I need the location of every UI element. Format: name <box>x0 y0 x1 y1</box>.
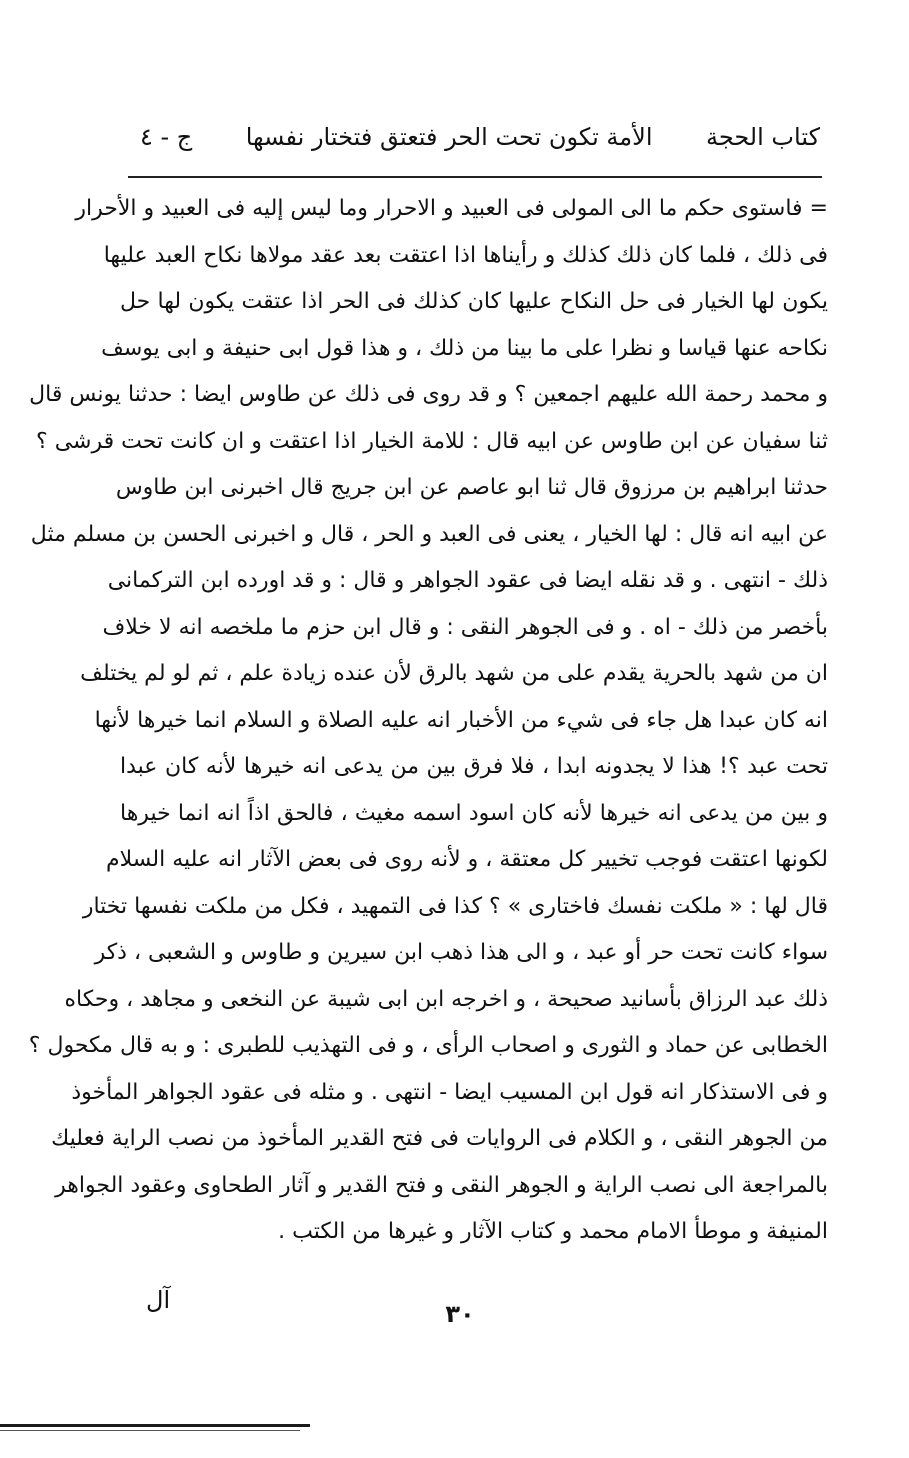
text-line: بالمراجعة الى نصب الراية و الجوهر النقى و فتح القدير و آثار الطحاوى وعقود الجواهر <box>55 1172 828 1198</box>
scan-edge-line-thin <box>0 1430 300 1431</box>
catchword: آل <box>146 1286 171 1314</box>
header-rule <box>128 176 822 178</box>
text-line: من الجوهر النقى ، و الكلام فى الروايات فى فتح القدير المأخوذ من نصب الراية فعليك <box>51 1126 828 1151</box>
text-line: تحت عبد ؟! هذا لا يجدونه ابدا ، فلا فرق بين من يدعى انه خيرها لأنه كان عبدا <box>120 754 828 779</box>
text-line: حدثنا ابراهيم بن مرزوق قال ثنا ابو عاصم عن ابن جريج قال اخبرنى ابن طاوس <box>115 475 828 500</box>
text-line: عن ابيه انه قال : لها الخيار ، يعنى فى العبد و الحر ، قال و اخبرنى الحسن بن مسلم مثل <box>30 521 828 547</box>
running-title: الأمة تكون تحت الحر فتعتق فتختار نفسها <box>245 123 653 151</box>
text-line: سواء كانت تحت حر أو عبد ، و الى هذا ذهب ابن سيرين و طاوس و الشعبى ، ذكر <box>94 940 828 965</box>
body-text <box>28 186 828 1256</box>
text-line: و بين من يدعى انه خيرها لأنه كان اسود اسمه مغيث ، فالحق اذاً انه انما خيرها <box>120 800 828 826</box>
text-line: و فى الاستذكار انه قول ابن المسيب ايضا - انتهى . و مثله فى عقود الجواهر المأخوذ <box>71 1079 828 1105</box>
text-line: ذلك عبد الرزاق بأسانيد صحيحة ، و اخرجه ابن ابى شيبة عن النخعى و مجاهد ، وحكاه <box>64 986 828 1012</box>
book-title: كتاب الحجة <box>705 123 820 151</box>
page-number: ٣٠ <box>445 1300 475 1328</box>
text-line: بأخصر من ذلك - اه . و فى الجوهر النقى : و قال ابن حزم ما ملخصه انه لا خلاف <box>102 614 828 640</box>
text-line: ذلك - انتهى . و قد نقله ايضا فى عقود الجواهر و قال : و قد اورده ابن التركمانى <box>107 568 828 593</box>
text-line: المنيفة و موطأ الامام محمد و كتاب الآثار و غيرها من الكتب . <box>278 1219 828 1244</box>
volume-number: ج - ٤ <box>140 123 193 151</box>
text-line: نكاحه عنها قياسا و نظرا على ما بينا من ذلك ، و هذا قول ابى حنيفة و ابى يوسف <box>101 335 828 361</box>
text-line: لكونها اعتقت فوجب تخيير كل معتقة ، و لأنه روى فى بعض الآثار انه عليه السلام <box>106 847 828 872</box>
text-line: ان من شهد بالحرية يقدم على من شهد بالرق لأن عنده زيادة علم ، ثم لو لم يختلف <box>80 661 828 686</box>
text-line: = فاستوى حكم ما الى المولى فى العبيد و الاحرار وما ليس إليه فى العبيد و الأحرار <box>75 196 828 221</box>
text-line: قال لها : « ملكت نفسك فاختارى » ؟ كذا فى التمهيد ، فكل من ملكت نفسها تختار <box>82 893 828 919</box>
text-line: فى ذلك ، فلما كان ذلك كذلك و رأيناها اذا اعتقت بعد عقد مولاها نكاح العبد عليها <box>103 242 828 268</box>
text-line: ثنا سفيان عن ابن طاوس عن ابيه قال : للامة الخيار اذا اعتقت و ان كانت تحت قرشى ؟ <box>36 428 828 454</box>
text-line: انه كان عبدا هل جاء فى شيء من الأخبار انه عليه الصلاة و السلام انما خيرها لأنها <box>94 707 828 733</box>
text-line: يكون لها الخيار فى حل النكاح عليها كان كذلك فى الحر اذا عتقت يكون لها حل <box>120 289 828 314</box>
text-line: الخطابى عن حماد و الثورى و اصحاب الرأى ، و فى التهذيب للطبرى : و به قال مكحول ؟ <box>28 1033 828 1058</box>
scan-edge-line <box>0 1424 310 1427</box>
page-header <box>140 112 820 162</box>
text-line: و محمد رحمة الله عليهم اجمعين ؟ و قد روى فى ذلك عن طاوس ايضا : حدثنا يونس قال <box>29 382 828 407</box>
